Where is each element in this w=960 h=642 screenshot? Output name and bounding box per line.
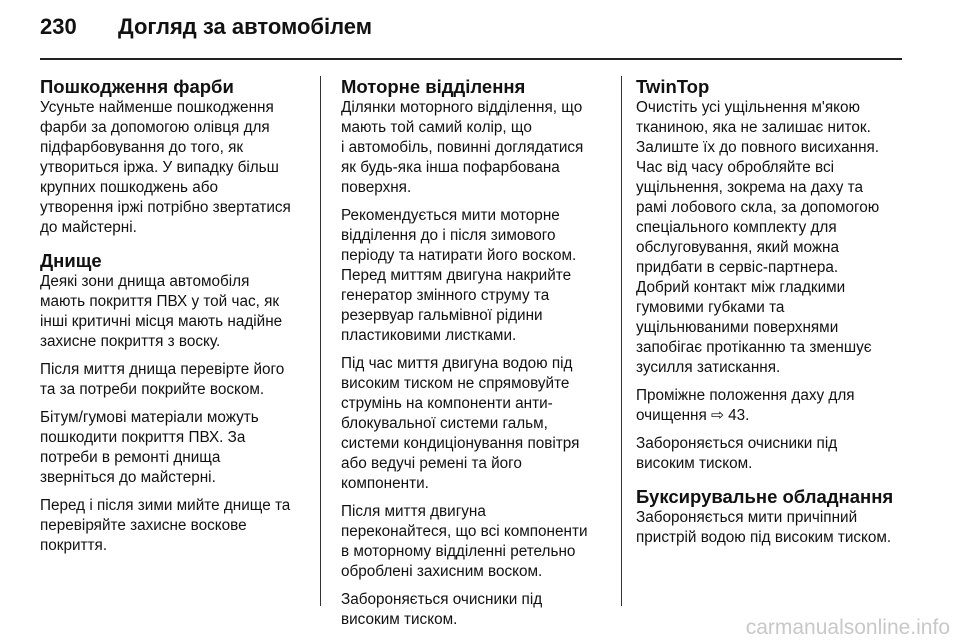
section-heading: Моторне відділення [341, 76, 526, 97]
text-line: як будь-яка інша пофарбована [341, 159, 560, 176]
text-line: Під час миття двигуна водою під [341, 355, 573, 372]
text-line: підфарбовування до того, як [40, 139, 244, 156]
text-line: Проміжне положення даху для [636, 387, 855, 404]
text-line: зусилля затискання. [636, 359, 781, 376]
text-line: запобігає протіканню та зменшує [636, 339, 872, 356]
text-line: Усуньте найменше пошкодження [40, 99, 274, 116]
text-line: обслуговування, який можна [636, 239, 840, 256]
paragraph [341, 206, 613, 346]
text-line: або ведучі ремені та його [341, 455, 522, 472]
text-line: переконайтеся, що всі компоненти [341, 523, 588, 540]
text-line: резервуар гальмівної рідини [341, 307, 543, 324]
text-line: пристрій водою під високим тиском. [636, 529, 892, 546]
header-rule [40, 58, 902, 60]
section-twintop [636, 76, 916, 474]
text-line: ущільнюваними поверхнями [636, 319, 839, 336]
text-line: Деякі зони днища автомобіля [40, 273, 250, 290]
text-line: пластиковими листками. [341, 327, 517, 344]
text-line: Ділянки моторного відділення, що [341, 99, 583, 116]
text-line: Бітум/гумові матеріали можуть [40, 409, 259, 426]
text-line: зверніться до майстерні. [40, 469, 216, 486]
watermark: carmanualsonline.info [745, 616, 950, 639]
text-line: відділення до і після зимового [341, 227, 556, 244]
section-heading: TwinTop [636, 76, 710, 97]
text-line: перевіряйте захисне воскове [40, 517, 247, 534]
section-heading: Пошкодження фарби [40, 76, 234, 97]
text-line: Забороняється очисники під [341, 591, 543, 608]
paragraph [636, 434, 916, 474]
text-line: високим тиском не спрямовуйте [341, 375, 570, 392]
text-line: і автомобіль, повинні доглядатися [341, 139, 584, 156]
page-title: Догляд за автомобілем [118, 14, 373, 39]
text-line: захисне покриття з воску. [40, 333, 221, 350]
section-towing-equipment [636, 486, 916, 548]
text-line: Добрий контакт між гладкими [636, 279, 846, 296]
text-line: поверхня. [341, 179, 412, 196]
text-line: Забороняється очисники під [636, 435, 838, 452]
section-heading: Днище [40, 250, 102, 271]
paragraph [40, 272, 312, 352]
text-line: покриття. [40, 537, 108, 554]
text-line: Час від часу обробляйте всі [636, 159, 835, 176]
text-line: системи кондиціонування повітря [341, 435, 580, 452]
text-line: мають той самий колір, що [341, 119, 532, 136]
text-line: пошкодити покриття ПВХ. За [40, 429, 246, 446]
section-heading: Буксирувальне обладнання [636, 486, 894, 507]
text-line: рамі лобового скла, за допомогою [636, 199, 880, 216]
paragraph [40, 360, 312, 400]
column-1 [40, 76, 312, 568]
column-2 [341, 76, 613, 642]
text-line: Забороняється мити причіпний [636, 509, 858, 526]
text-line: в моторному відділенні ретельно [341, 543, 576, 560]
text-line: утвориться іржа. У випадку більш [40, 159, 279, 176]
paragraph [341, 98, 613, 198]
section-engine-compartment [341, 76, 613, 630]
text-line: періоду та натирати його воском. [341, 247, 577, 264]
text-line: ущільнення, зокрема на даху та [636, 179, 864, 196]
section-underbody [40, 250, 312, 556]
text-line: Рекомендується мити моторне [341, 207, 560, 224]
paragraph [636, 386, 916, 426]
section-paint-damage [40, 76, 312, 238]
text-line: спеціального комплекту для [636, 219, 837, 236]
paragraph [341, 502, 613, 582]
text-line: Перед миттям двигуна накрийте [341, 267, 572, 284]
text-line: утворення іржі потрібно звертатися [40, 199, 291, 216]
paragraph [341, 354, 613, 494]
text-line: крупних пошкоджень або [40, 179, 219, 196]
text-line: та за потреби покрийте воском. [40, 381, 265, 398]
text-line: очищення ⇨ 43. [636, 407, 750, 424]
paragraph [636, 98, 916, 378]
text-line: гумовими губками та [636, 299, 785, 316]
text-line: генератор змінного струму та [341, 287, 550, 304]
paragraph [636, 508, 916, 548]
column-divider [621, 76, 622, 606]
text-line: до майстерні. [40, 219, 137, 236]
text-line: придбати в сервіс-партнера. [636, 259, 839, 276]
text-line: Залиште їх до повного висихання. [636, 139, 880, 156]
text-line: струмінь на компоненти анти- [341, 395, 553, 412]
text-line: оброблені захисним воском. [341, 563, 543, 580]
text-line: компоненти. [341, 475, 429, 492]
text-line: інші критичні місця мають надійне [40, 313, 283, 330]
paragraph [40, 98, 312, 238]
column-3 [636, 76, 916, 560]
text-line: Очистіть усі ущільнення м'якою [636, 99, 860, 116]
page-header [40, 14, 372, 46]
text-line: Перед і після зими мийте днище та [40, 497, 291, 514]
paragraph [40, 496, 312, 556]
paragraph [341, 590, 613, 630]
text-line: Після миття двигуна [341, 503, 486, 520]
text-line: потреби в ремонті днища [40, 449, 221, 466]
text-line: фарби за допомогою олівця для [40, 119, 270, 136]
text-line: тканиною, яка не залишає ниток. [636, 119, 871, 136]
text-line: блокувальної системи гальм, [341, 415, 548, 432]
paragraph [40, 408, 312, 488]
column-divider [320, 76, 321, 606]
text-line: Після миття днища перевірте його [40, 361, 285, 378]
text-line: мають покриття ПВХ у той час, як [40, 293, 280, 310]
text-line: високим тиском. [341, 611, 458, 628]
page-number: 230 [40, 14, 77, 39]
text-line: високим тиском. [636, 455, 753, 472]
